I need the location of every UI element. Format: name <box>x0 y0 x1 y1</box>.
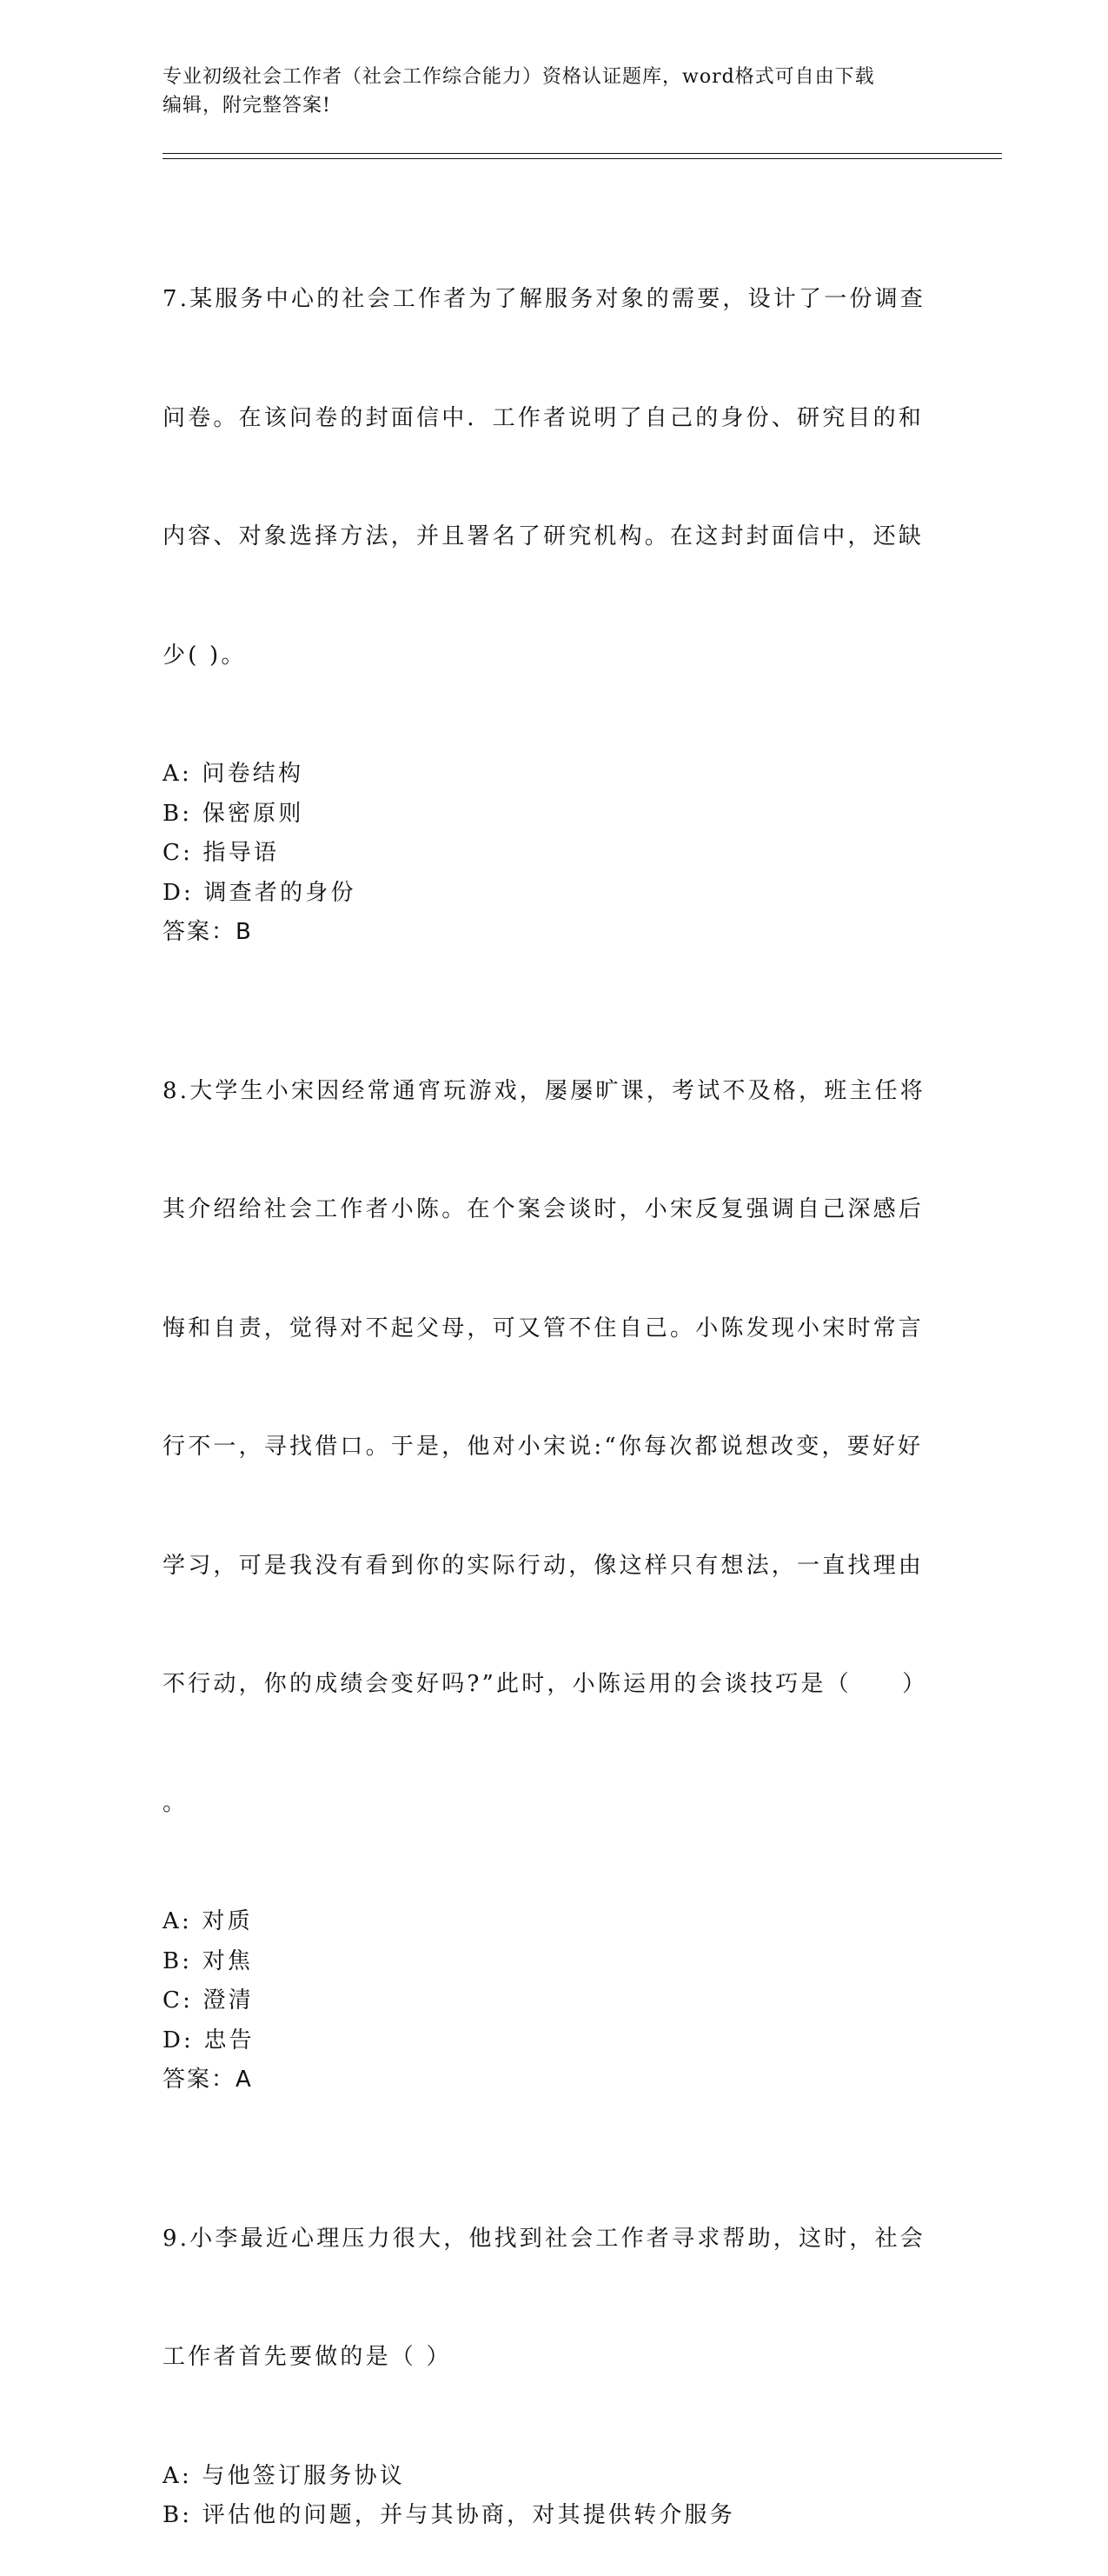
stem-line: 工作者首先要做的是（ ） <box>163 2344 452 2370</box>
header-line-1: 专业初级社会工作者（社会工作综合能力）资格认证题库，word格式可自由下载 <box>163 66 875 88</box>
header-divider-bottom <box>163 158 1002 159</box>
document-body <box>163 201 945 2576</box>
stem-line: 7.某服务中心的社会工作者为了解服务对象的需要，设计了一份调查 <box>163 286 926 312</box>
option-a: A: 问卷结构 <box>163 761 304 787</box>
header-divider-top <box>163 153 1002 154</box>
stem-line: 悔和自责，觉得对不起父母，可又管不住自己。小陈发现小宋时常言 <box>163 1315 925 1341</box>
stem-line: 学习，可是我没有看到你的实际行动，像这样只有想法，一直找理由 <box>163 1552 925 1579</box>
option-c: C: 澄清 <box>163 1987 254 2014</box>
stem-line: 少( )。 <box>163 642 247 669</box>
option-d: D: 调查者的身份 <box>163 879 356 906</box>
stem-line: 问卷。在该问卷的封面信中．工作者说明了自己的身份、研究目的和 <box>163 404 925 431</box>
option-b: B: 评估他的问题，并与其协商，对其提供转介服务 <box>163 2502 735 2528</box>
question-8 <box>163 993 945 2100</box>
question-stem <box>163 2140 945 2457</box>
option-c: C: 指导语 <box>163 840 280 866</box>
stem-line: 9.小李最近心理压力很大，他找到社会工作者寻求帮助，这时，社会 <box>163 2225 926 2252</box>
question-9 <box>163 2140 945 2536</box>
header-line-2: 编辑，附完整答案! <box>163 95 331 116</box>
stem-line: 8.大学生小宋因经常通宵玩游戏，屡屡旷课，考试不及格，班主任将 <box>163 1077 926 1104</box>
stem-line: 。 <box>163 1789 189 1816</box>
question-7 <box>163 201 945 953</box>
question-stem <box>163 201 945 755</box>
option-a: A: 对质 <box>163 1908 253 1934</box>
question-stem <box>163 993 945 1903</box>
document-header <box>163 63 945 120</box>
option-a: A: 与他签订服务协议 <box>163 2462 406 2489</box>
option-d: D: 忠告 <box>163 2027 255 2053</box>
stem-line: 内容、对象选择方法，并且署名了研究机构。在这封封面信中，还缺 <box>163 523 925 549</box>
stem-line: 其介绍给社会工作者小陈。在个案会谈时，小宋反复强调自己深感后 <box>163 1196 925 1222</box>
stem-line: 不行动，你的成绩会变好吗?”此时，小陈运用的会谈技巧是（ ） <box>163 1671 928 1697</box>
answer-label: 答案：B <box>163 919 253 945</box>
answer-label: 答案：A <box>163 2067 253 2093</box>
stem-line: 行不一，寻找借口。于是，他对小宋说:“你每次都说想改变，要好好 <box>163 1434 924 1460</box>
option-b: B: 保密原则 <box>163 800 304 827</box>
option-b: B: 对焦 <box>163 1947 254 1974</box>
